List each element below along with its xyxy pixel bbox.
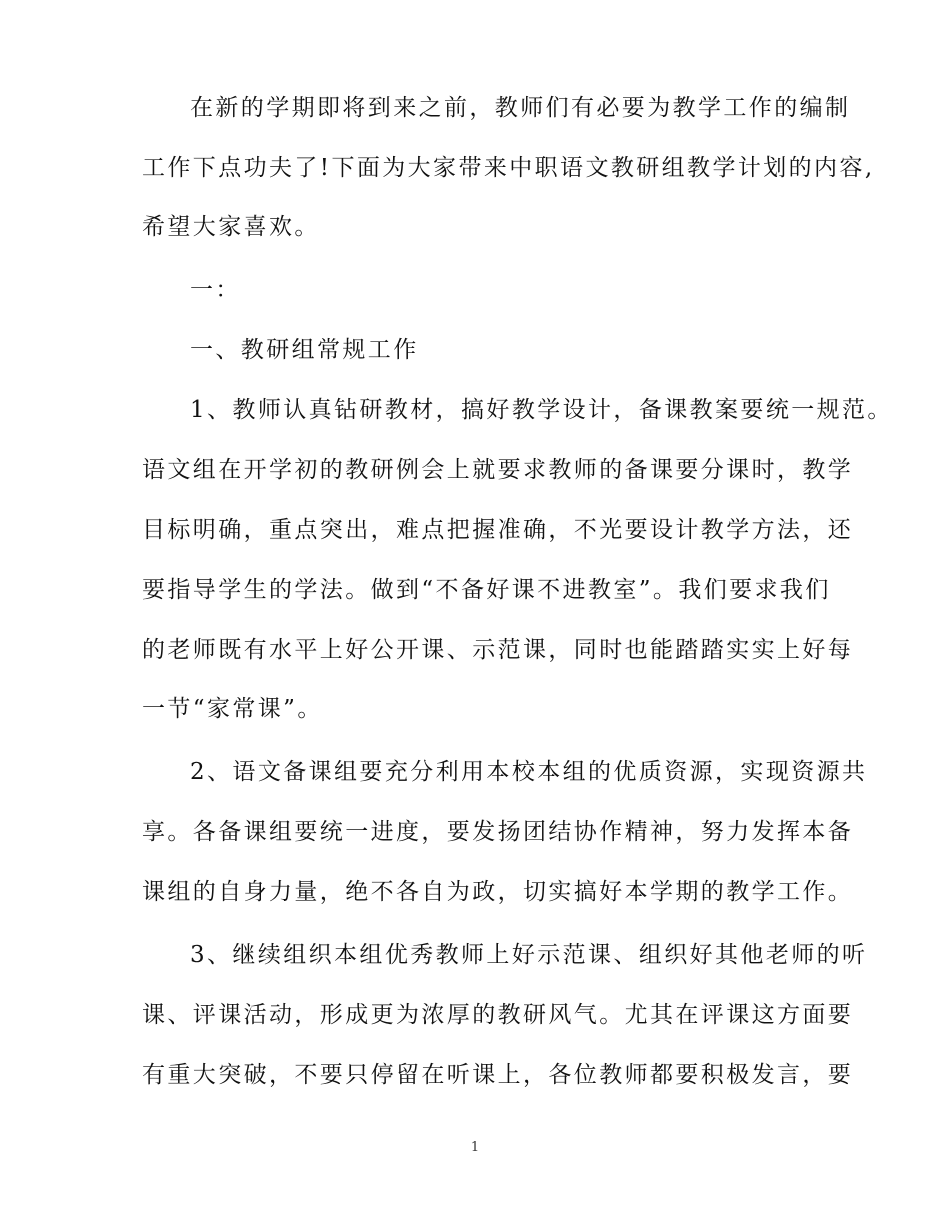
paragraph-line: 有重大突破，不要只停留在听课上，各位教师都要积极发言，要 xyxy=(142,1062,854,1088)
paragraph-line: 希望大家喜欢。 xyxy=(142,214,320,240)
section-heading: 一、教研组常规工作 xyxy=(190,337,419,363)
paragraph-line: 1、教师认真钻研教材，搞好教学设计，备课教案要统一规范。 xyxy=(190,397,893,423)
section-marker: 一： xyxy=(190,277,241,303)
paragraph-line: 3、继续组织本组优秀教师上好示范课、组织好其他老师的听 xyxy=(190,942,868,968)
paragraph-line: 一节“家常课”。 xyxy=(142,696,323,722)
paragraph-line: 在新的学期即将到来之前，教师们有必要为教学工作的编制 xyxy=(190,95,851,121)
paragraph-line: 的老师既有水平上好公开课、示范课，同时也能踏踏实实上好每 xyxy=(142,637,854,663)
paragraph-line: 要指导学生的学法。做到“不备好课不进教室”。我们要求我们 xyxy=(142,577,831,603)
paragraph-line: 课、评课活动，形成更为浓厚的教研风气。尤其在评课这方面要 xyxy=(142,1002,854,1028)
paragraph-line: 课组的自身力量，绝不各自为政，切实搞好本学期的教学工作。 xyxy=(142,879,854,905)
paragraph-line: 2、语文备课组要充分利用本校本组的优质资源，实现资源共 xyxy=(190,759,868,785)
paragraph-line: 目标明确，重点突出，难点把握准确，不光要设计教学方法，还 xyxy=(142,517,854,543)
paragraph-line: 享。各备课组要统一进度，要发扬团结协作精神，努力发挥本备 xyxy=(142,819,854,845)
page-number: 1 xyxy=(470,1140,480,1155)
paragraph-line: 工作下点功夫了!下面为大家带来中职语文教研组教学计划的内容, xyxy=(142,155,875,181)
paragraph-line: 语文组在开学初的教研例会上就要求教师的备课要分课时，教学 xyxy=(142,457,854,483)
